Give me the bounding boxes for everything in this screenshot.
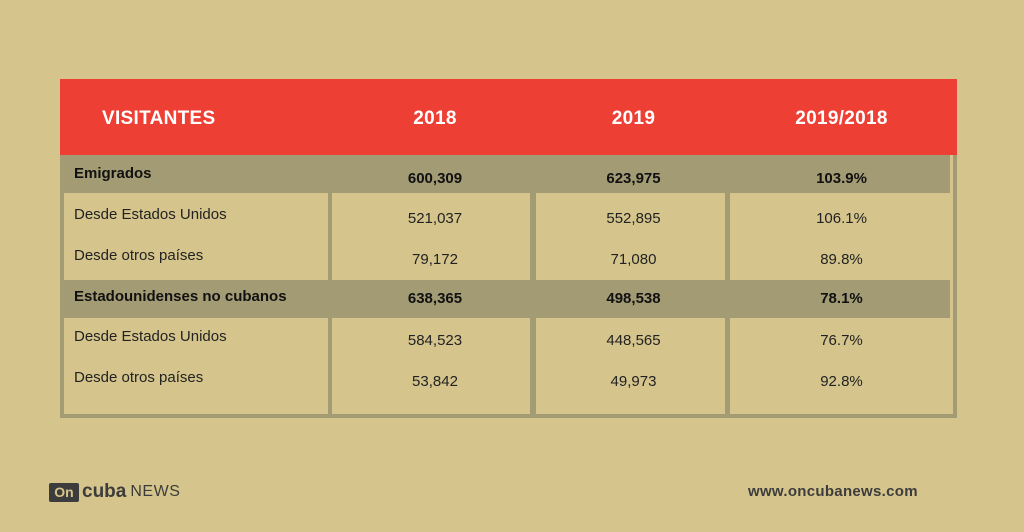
- table-header: [60, 79, 957, 155]
- row-2019: 552,895: [606, 210, 661, 227]
- row-2018: 584,523: [407, 332, 463, 349]
- row-ratio: 89.8%: [820, 251, 863, 268]
- row-ratio: 92.8%: [820, 373, 863, 390]
- row-2018: 53,842: [412, 373, 458, 390]
- row-2019: 49,973: [610, 373, 657, 390]
- website-url: www.oncubanews.com: [748, 483, 918, 500]
- row-ratio: 106.1%: [816, 210, 867, 227]
- row-label: Desde Estados Unidos: [74, 206, 227, 223]
- oncuba-logo: [49, 482, 180, 502]
- row-2019: 71,080: [610, 251, 657, 268]
- row-label: Desde otros países: [74, 369, 204, 386]
- logo-cuba-text: cuba: [82, 481, 127, 502]
- header-2019-2018: 2019/2018: [795, 108, 888, 129]
- row-ratio: 103.9%: [816, 170, 867, 187]
- visitors-table: [60, 79, 957, 418]
- row-2019: 498,538: [606, 290, 661, 307]
- logo-news-text: NEWS: [130, 483, 181, 500]
- row-ratio: 78.1%: [820, 290, 863, 307]
- row-2018: 521,037: [407, 210, 463, 227]
- row-label: Estadounidenses no cubanos: [74, 288, 287, 305]
- header-visitantes: VISITANTES: [102, 108, 216, 129]
- row-2018: 600,309: [407, 170, 463, 187]
- row-label: Desde otros países: [74, 247, 204, 264]
- row-2018: 79,172: [412, 251, 458, 268]
- row-label: Desde Estados Unidos: [74, 328, 227, 345]
- row-2019: 448,565: [606, 332, 661, 349]
- row-2019: 623,975: [606, 170, 661, 187]
- header-2019: 2019: [611, 108, 656, 129]
- row-ratio: 76.7%: [820, 332, 863, 349]
- row-2018: 638,365: [407, 290, 463, 307]
- row-label: Emigrados: [74, 165, 152, 182]
- logo-on-box: On: [49, 483, 79, 502]
- header-2018: 2018: [413, 108, 457, 129]
